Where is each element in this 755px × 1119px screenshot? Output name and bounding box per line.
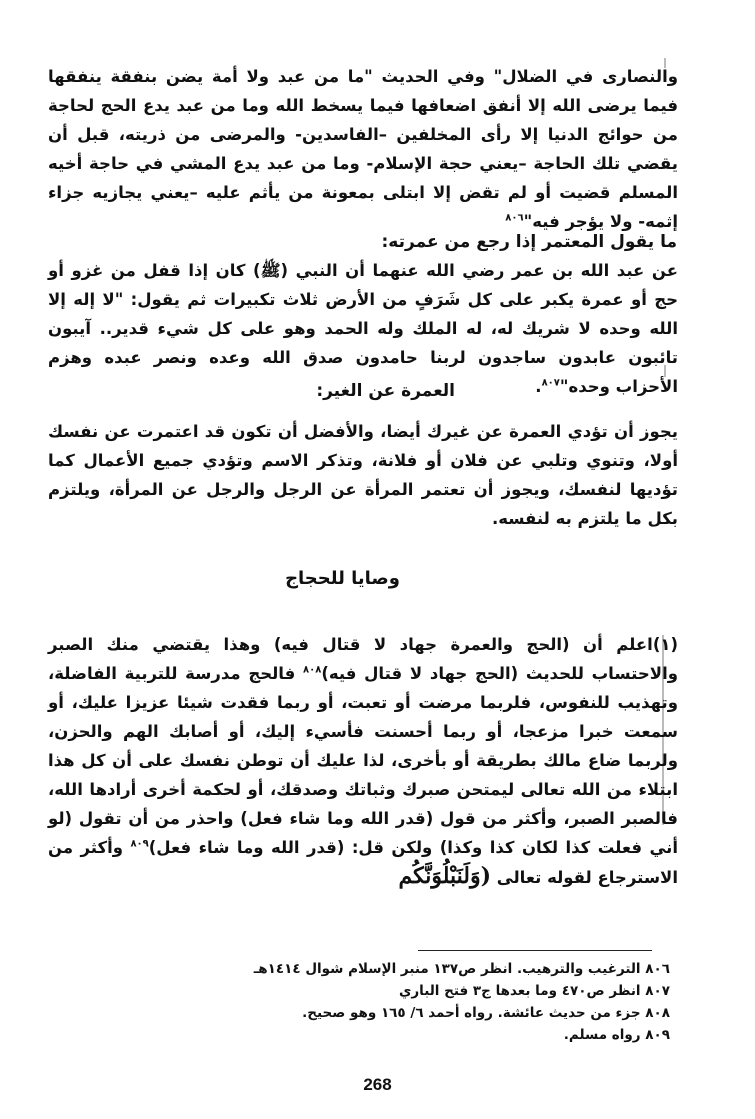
section-heading-returning: ما يقول المعتمر إذا رجع من عمرته:: [381, 232, 677, 252]
section-heading-proxy: العمرة عن الغير:: [316, 381, 455, 401]
page-number: 268: [363, 1075, 392, 1094]
footnote-item: ٨٠٩ رواه مسلم.: [563, 1027, 670, 1043]
paragraph-text: فالحج مدرسة للتربية الفاضلة، وتهذيب للنفوس، فلربما مرضت أو تعبت، أو ربما فقدت شيئا عزيزا عليك، أو سمعت خبرا مزعجا، أو ربما أحسنت فأسيء إليك، أو أصابك الهم والحزن، ولربما ضاع مالك بطريقة أو بأخرى، لذا عليك أن توطن نفسك على أن كل هذا ابتلاء من الله تعالى ليمتحن صبرك وثباتك وصدقك، أو لحكمة أخرى أرادها الله، فالصبر الصبر، وأكثر من قول (قدر الله وما شاء فعل) واحذر من أن تقول (لو أني فعلت كذا لكان كذا وكذا) ولكن قل: (قدر الله وما شاء فعل): [48, 664, 678, 857]
footnote-separator: [418, 950, 652, 951]
quran-verse: (وَلَنَبْلُوَنَّكُم: [398, 863, 492, 889]
footnote-item: ٨٠٨ جزء من حديث عائشة. رواه أحمد ٦/ ١٦٥ وهو صحيح.: [302, 1005, 670, 1021]
paragraph-text: وأكثر من الاسترجاع لقوله تعالى: [48, 838, 678, 887]
footnote-ref: ٨٠٧: [541, 377, 560, 389]
paragraph-advice: [48, 630, 678, 892]
paragraph-proxy: [48, 417, 678, 533]
paragraph-text: (١)اعلم أن (الحج والعمرة جهاد لا قتال فيه) وهذا يقتضي منك الصبر والاحتساب للحديث (الحج جهاد لا قتال فيه): [48, 635, 678, 683]
paragraph-intro: [48, 62, 678, 236]
footnote-item: ٨٠٧ انظر ص٤٧٠ وما بعدها ج٣ فتح الباري: [398, 983, 670, 999]
footnote-ref: ٨٠٦: [505, 212, 524, 224]
period: .: [535, 377, 542, 396]
footnote-ref: ٨٠٨: [303, 664, 322, 676]
footnote-item: ٨٠٦ الترغيب والترهيب. انظر ص١٣٧ منبر الإسلام شوال ١٤١٤هـ: [253, 961, 670, 977]
paragraph-text: يجوز أن تؤدي العمرة عن غيرك أيضا، والأفضل أن تكون قد اعتمرت عن نفسك أولا، وتنوي وتلبي عن فلان أو فلانة، وتذكر الاسم وتؤدي جميع الأعمال كما تؤديها لنفسك، ويجوز أن تعتمر المرأة عن الرجل والرجل عن المرأة، ويلتزم بكل ما يلتزم به لنفسه.: [48, 422, 678, 528]
paragraph-returning: [48, 256, 678, 401]
paragraph-text: عن عبد الله بن عمر رضي الله عنهما أن النبي (ﷺ) كان إذا قفل من غزو أو حج أو عمرة يكبر على كل شَرَفٍ من الأرض ثلاث تكبيرات ثم يقول: "لا إله إلا الله وحده لا شريك له، له الملك وله الحمد وهو على كل شيء قدير.. آيبون تائبون عابدون ساجدون لربنا حامدون صدق الله وعده ونصر عبده وهزم الأحزاب وحده": [48, 261, 678, 396]
footnotes: [220, 958, 670, 1046]
section-title-advice: وصايا للحجاج: [285, 568, 400, 589]
footnote-ref: ٨٠٩: [130, 838, 149, 850]
paragraph-text: والنصارى في الضلال" وفي الحديث "ما من عبد ولا أمة يضن بنفقة ينفقها فيما يرضى الله إلا أنفق اضعافها فيما يسخط الله وما من عبد يدع الحج لحاجة من حوائج الدنيا إلا رأى المخلفين –الفاسدين- والمرضى من ذريته، قبل أن يقضي تلك الحاجة –يعني حجة الإسلام- وما من عبد يدع المشي في حاجة أخيه المسلم قضيت أو لم تقض إلا ابتلى بمعونة من يأثم عليه –يعني يجازيه جزاء إثمه- ولا يؤجر فيه": [48, 67, 678, 231]
